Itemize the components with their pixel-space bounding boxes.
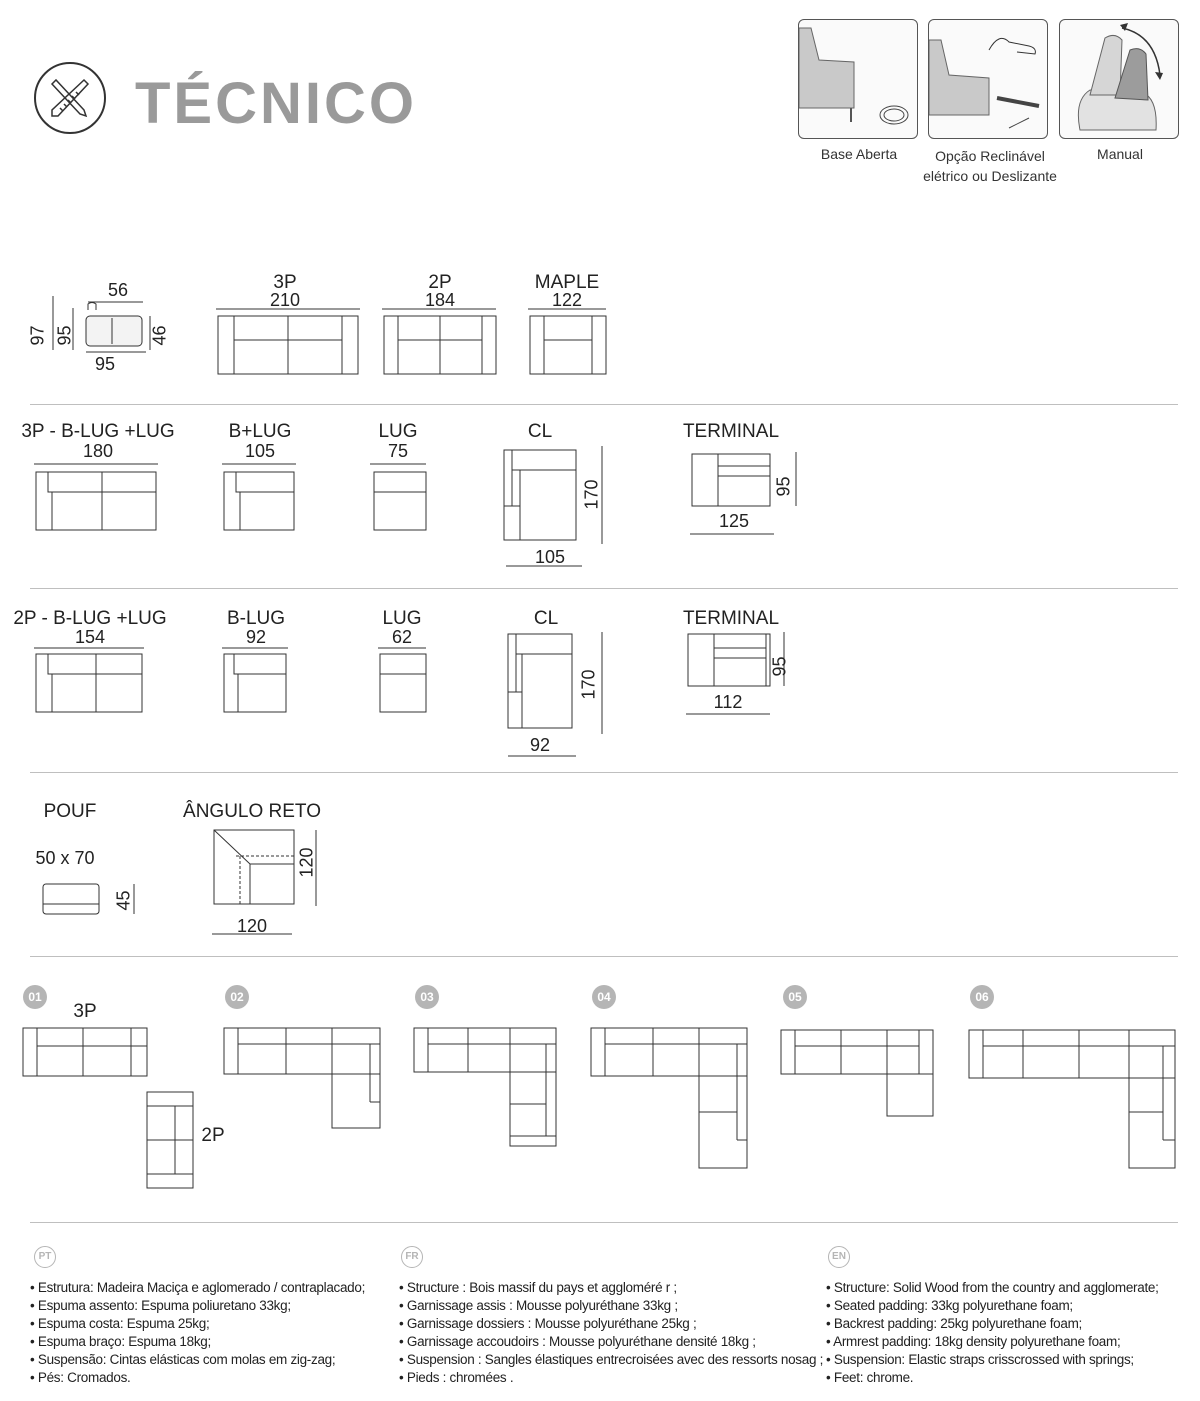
specs-pt bbox=[30, 1279, 390, 1387]
recliner-icon bbox=[928, 19, 1048, 139]
item-width-terminal-2: 112 bbox=[713, 692, 743, 712]
spec-line: • Seated padding: 33kg polyurethane foam; bbox=[826, 1298, 1073, 1313]
spec-line: • Garnissage accoudoirs : Mousse polyuréthane densité 18kg ; bbox=[399, 1334, 756, 1349]
spec-line: • Feet: chrome. bbox=[826, 1370, 914, 1385]
specs-en bbox=[826, 1279, 1186, 1387]
sofa-3p-blug-lug-diagram bbox=[32, 458, 162, 534]
side-width-bottom: 95 bbox=[95, 354, 116, 374]
item-label-2p-blug-lug: 2P - B-LUG +LUG bbox=[13, 608, 167, 629]
manual-headrest-icon bbox=[1059, 19, 1179, 139]
language-badge-fr: FR bbox=[401, 1246, 423, 1268]
side-height-3: 46 bbox=[149, 325, 170, 346]
side-width-top: 56 bbox=[108, 280, 129, 300]
feature-label-manual: Manual bbox=[1097, 146, 1143, 162]
composition-label-3p: 3P bbox=[73, 1001, 97, 1022]
item-width-2p-blug-lug: 154 bbox=[74, 627, 106, 647]
item-label-b-lug: B+LUG bbox=[228, 421, 292, 442]
composition-02-diagram bbox=[222, 1026, 387, 1132]
item-label-maple: MAPLE bbox=[534, 272, 600, 293]
item-width-cl: 105 bbox=[534, 547, 566, 567]
feature-label-recliner bbox=[915, 146, 1065, 186]
pouf-height: 45 bbox=[113, 890, 134, 911]
item-width-lug: 75 bbox=[387, 441, 409, 461]
spec-line: • Suspension : Sangles élastiques entrecroisées avec des ressorts nosag ; bbox=[399, 1352, 824, 1367]
separator bbox=[30, 404, 1178, 405]
item-width-b-lug-2: 92 bbox=[245, 627, 267, 647]
spec-line: • Suspension: Elastic straps crisscrossed with springs; bbox=[826, 1352, 1134, 1367]
composition-04-diagram bbox=[589, 1026, 754, 1172]
item-width-2p: 184 bbox=[424, 290, 456, 310]
specs-fr bbox=[399, 1279, 824, 1387]
feature-label-recliner-line1: Opção Reclinável bbox=[935, 148, 1045, 164]
item-depth-terminal: 95 bbox=[773, 476, 794, 497]
item-width-lug-2: 62 bbox=[391, 627, 413, 647]
item-label-cl: CL bbox=[527, 421, 553, 442]
composition-number-02: 02 bbox=[225, 985, 249, 1009]
angle-label: ÂNGULO RETO bbox=[183, 801, 321, 822]
item-depth-cl: 170 bbox=[581, 479, 602, 510]
spec-line: • Garnissage dossiers : Mousse polyuréthane 25kg ; bbox=[399, 1316, 697, 1331]
item-label-b-lug-2: B-LUG bbox=[226, 608, 286, 629]
item-label-lug: LUG bbox=[378, 421, 418, 442]
spec-line: • Garnissage assis : Mousse polyuréthane 33kg ; bbox=[399, 1298, 678, 1313]
spec-line: • Backrest padding: 25kg polyurethane foam; bbox=[826, 1316, 1082, 1331]
item-depth-terminal-2: 95 bbox=[769, 656, 790, 677]
composition-03-diagram bbox=[412, 1026, 562, 1150]
composition-06-diagram bbox=[967, 1026, 1182, 1172]
spec-line: • Pés: Cromados. bbox=[30, 1370, 131, 1385]
sofa-lug-2-diagram bbox=[376, 644, 430, 718]
spec-line: • Espuma braço: Espuma 18kg; bbox=[30, 1334, 211, 1349]
spec-line: • Pieds : chromées . bbox=[399, 1370, 514, 1385]
separator bbox=[30, 1222, 1178, 1223]
item-width-3p-blug-lug: 180 bbox=[82, 441, 114, 461]
spec-line: • Structure: Solid Wood from the country and agglomerate; bbox=[826, 1280, 1159, 1295]
composition-05-diagram bbox=[779, 1026, 939, 1120]
spec-line: • Espuma assento: Espuma poliuretano 33kg; bbox=[30, 1298, 291, 1313]
composition-number-04: 04 bbox=[592, 985, 616, 1009]
item-width-terminal: 125 bbox=[718, 511, 750, 531]
item-label-2p: 2P bbox=[428, 272, 452, 293]
composition-number-05: 05 bbox=[783, 985, 807, 1009]
item-label-terminal: TERMINAL bbox=[682, 421, 780, 442]
feature-label-open-base: Base Aberta bbox=[820, 146, 898, 162]
item-width-b-lug: 105 bbox=[244, 441, 276, 461]
composition-label-2p: 2P bbox=[201, 1125, 225, 1146]
open-base-icon bbox=[798, 19, 918, 139]
sofa-2p-diagram bbox=[380, 306, 500, 378]
feature-label-recliner-line2: elétrico ou Deslizante bbox=[923, 168, 1057, 184]
spec-line: • Estrutura: Madeira Maciça e aglomerado / contraplacado; bbox=[30, 1280, 366, 1295]
sofa-2p-blug-lug-diagram bbox=[32, 644, 148, 718]
angle-depth: 120 bbox=[296, 847, 317, 878]
spec-line: • Armrest padding: 18kg density polyurethane foam; bbox=[826, 1334, 1121, 1349]
item-width-3p: 210 bbox=[269, 290, 301, 310]
composition-01-diagram bbox=[20, 1026, 200, 1196]
separator bbox=[30, 772, 1178, 773]
pouf-size: 50 x 70 bbox=[35, 848, 95, 868]
item-label-lug-2: LUG bbox=[382, 608, 422, 629]
separator bbox=[30, 956, 1178, 957]
sofa-lug-diagram bbox=[368, 458, 430, 534]
item-label-3p-blug-lug: 3P - B-LUG +LUG bbox=[21, 421, 175, 442]
spec-line: • Suspensão: Cintas elásticas com molas em zig-zag; bbox=[30, 1352, 336, 1367]
separator bbox=[30, 588, 1178, 589]
pouf-label: POUF bbox=[43, 801, 97, 822]
page-title: TÉCNICO bbox=[135, 71, 417, 136]
language-badge-pt: PT bbox=[34, 1246, 56, 1268]
item-label-cl-2: CL bbox=[533, 608, 559, 629]
item-depth-cl-2: 170 bbox=[578, 669, 599, 700]
sofa-3p-diagram bbox=[214, 306, 364, 378]
spec-line: • Espuma costa: Espuma 25kg; bbox=[30, 1316, 210, 1331]
composition-number-06: 06 bbox=[970, 985, 994, 1009]
item-label-terminal-2: TERMINAL bbox=[682, 608, 780, 629]
sofa-b-lug-2-diagram bbox=[220, 644, 292, 718]
sofa-b-lug-diagram bbox=[220, 458, 300, 534]
composition-number-03: 03 bbox=[415, 985, 439, 1009]
item-width-maple: 122 bbox=[551, 290, 583, 310]
side-height-2: 95 bbox=[54, 325, 75, 346]
side-height-1: 97 bbox=[27, 325, 48, 346]
spec-line: • Structure : Bois massif du pays et aggloméré r ; bbox=[399, 1280, 677, 1295]
composition-number-01: 01 bbox=[23, 985, 47, 1009]
language-badge-en: EN bbox=[828, 1246, 850, 1268]
pencil-ruler-cross-icon bbox=[34, 62, 106, 134]
item-label-3p: 3P bbox=[273, 272, 297, 293]
angle-width: 120 bbox=[236, 916, 268, 936]
item-width-cl-2: 92 bbox=[529, 735, 551, 755]
armchair-maple-diagram bbox=[526, 306, 610, 378]
